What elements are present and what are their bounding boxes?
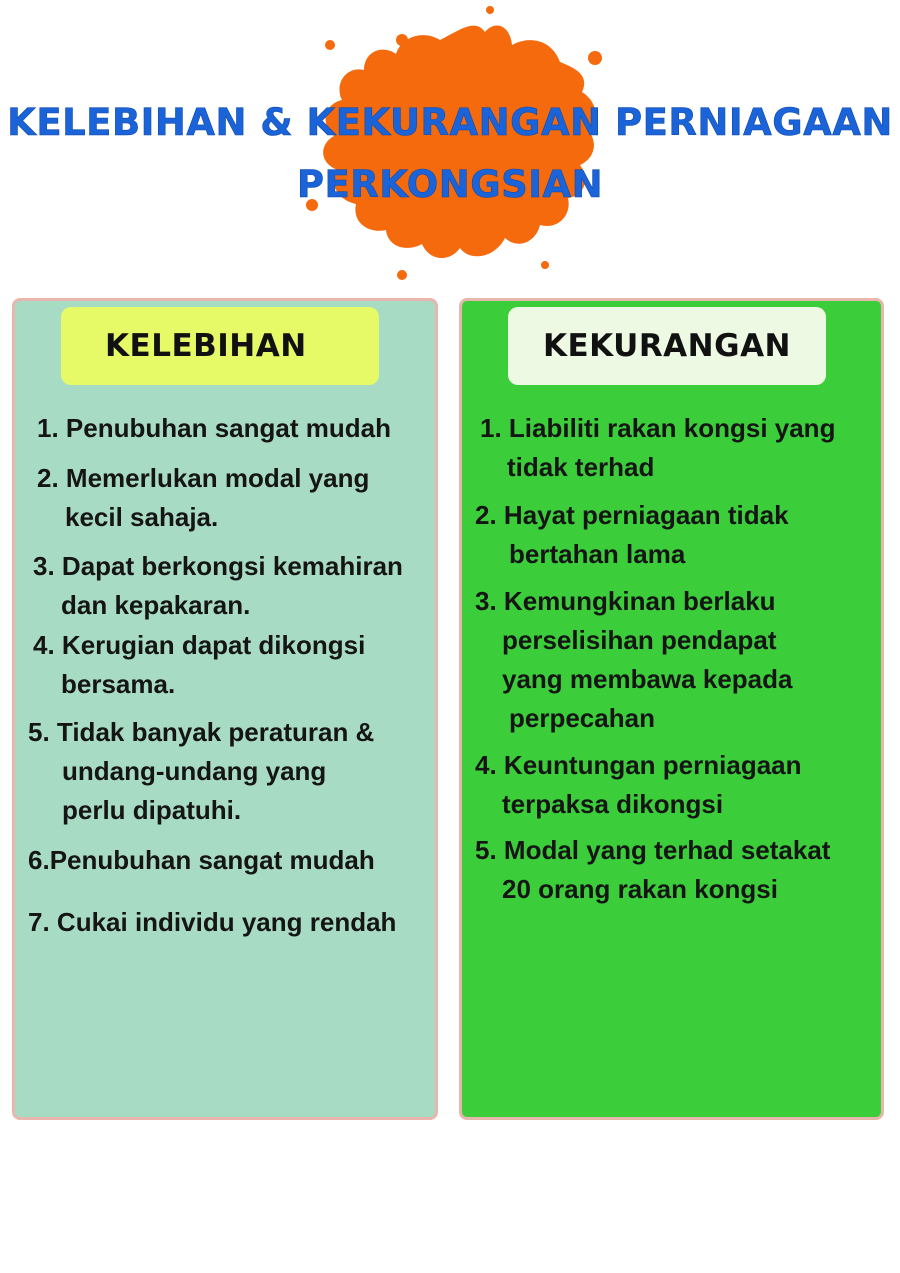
kelebihan-heading: KELEBIHAN <box>61 307 379 385</box>
kekurangan-item-5: 5. Modal yang terhad setakat 20 orang rakan kongsi <box>475 835 831 904</box>
kekurangan-panel <box>459 298 884 1120</box>
page-title-line-1: KELEBIHAN & KEKURANGAN PERNIAGAAN <box>7 101 893 144</box>
kelebihan-item-4: 4. Kerugian dapat dikongsi bersama. <box>33 630 366 699</box>
page-title-line-2: PERKONGSIAN <box>296 163 604 206</box>
kelebihan-item-6: 6.Penubuhan sangat mudah <box>28 845 375 875</box>
kekurangan-item-3: 3. Kemungkinan berlaku perselisihan pendapat yang membawa kepada perpecahan <box>475 586 793 733</box>
kelebihan-item-1: 1. Penubuhan sangat mudah <box>37 413 391 443</box>
kelebihan-item-2: 2. Memerlukan modal yang kecil sahaja. <box>37 463 370 532</box>
kekurangan-item-4: 4. Keuntungan perniagaan terpaksa dikongsi <box>475 750 802 819</box>
kelebihan-item-5: 5. Tidak banyak peraturan & undang-undang yang perlu dipatuhi. <box>28 717 375 825</box>
kelebihan-panel <box>12 298 438 1120</box>
kelebihan-item-3: 3. Dapat berkongsi kemahiran dan kepakaran. <box>33 551 403 620</box>
page-title <box>0 92 900 216</box>
kelebihan-item-7: 7. Cukai individu yang rendah <box>28 907 397 937</box>
kekurangan-item-1: 1. Liabiliti rakan kongsi yang tidak terhad <box>480 413 836 482</box>
kekurangan-heading: KEKURANGAN <box>508 307 826 385</box>
kekurangan-item-2: 2. Hayat perniagaan tidak bertahan lama <box>475 500 789 569</box>
